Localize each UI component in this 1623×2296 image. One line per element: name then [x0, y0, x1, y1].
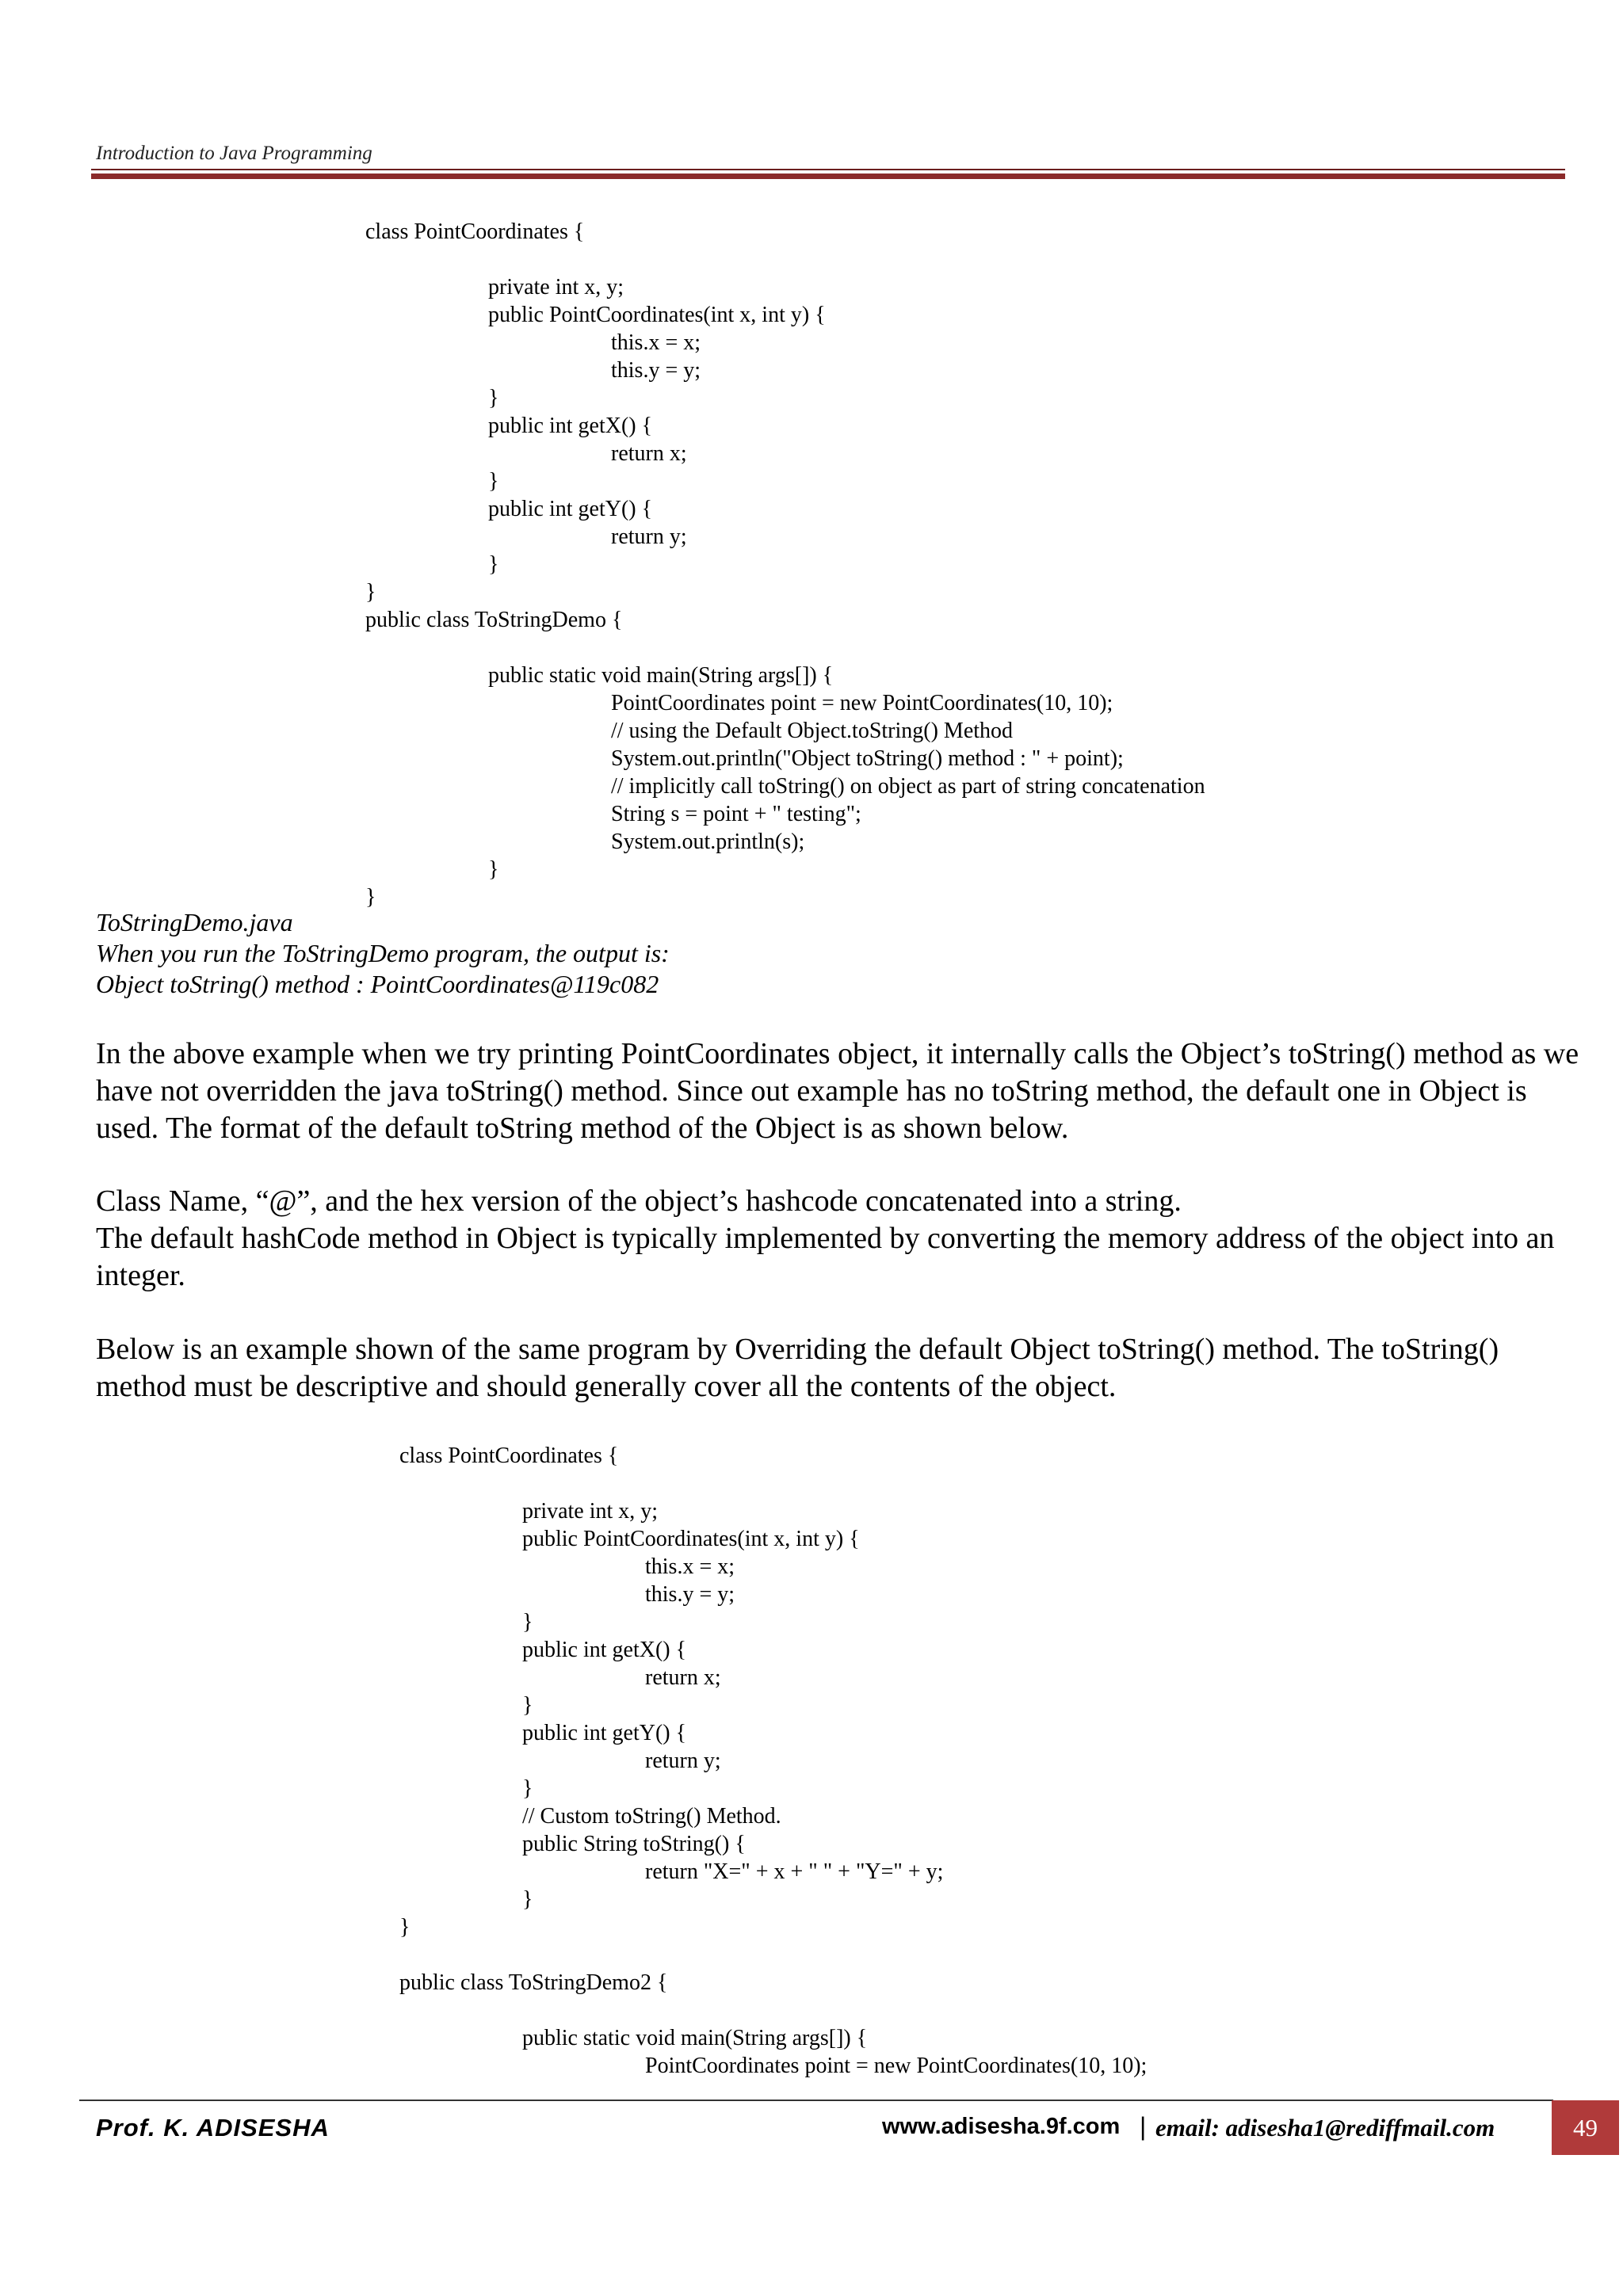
code-line [399, 1470, 1147, 1497]
code-line: return x; [611, 441, 687, 466]
code-line: return y; [611, 524, 687, 549]
code-line: } [488, 386, 499, 410]
code-line: } [365, 580, 376, 605]
code-line: this.x = x; [645, 1554, 735, 1579]
code-line: } [488, 469, 499, 494]
paragraph-default-tostring: In the above example when we try printing PointCoordinates object, it internally calls the Object’s toString() method as we have not overridden the java toString() method. Since out example has no toString method, the default one in Object is used. The format of the default toString method of the Object is as shown below. [96, 1037, 1579, 1145]
caption-run-line: When you run the ToStringDemo program, the output is: [96, 939, 670, 967]
code-line: private int x, y; [488, 275, 624, 299]
code-line: this.y = y; [611, 358, 701, 383]
code-line: String s = point + " testing"; [611, 802, 861, 826]
code-line: } [522, 1610, 533, 1634]
footer-website-link[interactable]: www.adisesha.9f.com [882, 2114, 1121, 2139]
code-line: public int getX() { [488, 414, 653, 438]
code-line: // Custom toString() Method. [522, 1804, 781, 1829]
code-line: this.y = y; [645, 1582, 735, 1607]
code-line: } [399, 1915, 411, 1939]
caption-filename: ToStringDemo.java [96, 908, 293, 936]
code-line: public int getX() { [522, 1638, 687, 1662]
footer-separator: | [1140, 2112, 1147, 2141]
code-line: } [488, 857, 499, 882]
footer-rule [79, 2100, 1553, 2101]
code-line: // implicitly call toString() on object as part of string concatenation [611, 774, 1205, 799]
example-caption [96, 907, 670, 1000]
code-line [399, 1997, 1147, 2024]
footer-email-link[interactable]: email: adisesha1@rediffmail.com [1155, 2114, 1495, 2142]
code-line: return x; [645, 1665, 721, 1690]
code-line: } [522, 1693, 533, 1718]
code-line: class PointCoordinates { [399, 1444, 619, 1468]
header-title: Introduction to Java Programming [96, 143, 372, 164]
footer-author: Prof. K. ADISESHA [96, 2114, 330, 2142]
code-line: public int getY() { [522, 1721, 687, 1745]
code-line: public String toString() { [522, 1832, 746, 1856]
code-block-tostringdemo2 [399, 1442, 1147, 2080]
code-line: public class ToStringDemo2 { [399, 1970, 668, 1995]
code-line: System.out.println("Object toString() method : " + point); [611, 746, 1124, 771]
code-line: public static void main(String args[]) { [488, 663, 834, 688]
paragraph-hashcode [96, 1183, 1586, 1295]
paragraph-hashcode-line1: Class Name, “@”, and the hex version of the object’s hashcode concatenated into a string. [96, 1184, 1182, 1218]
paragraph-override-intro: Below is an example shown of the same program by Overriding the default Object toString() method. The toString() method must be descriptive and should generally cover all the contents of the object. [96, 1333, 1499, 1403]
code-line: return "X=" + x + " " + "Y=" + y; [645, 1859, 944, 1884]
page-number-badge: 49 [1552, 2100, 1619, 2155]
code-line: private int x, y; [522, 1499, 659, 1524]
code-line: return y; [645, 1749, 721, 1773]
code-line [365, 246, 1205, 273]
code-line: PointCoordinates point = new PointCoordinates(10, 10); [611, 691, 1113, 715]
code-line: PointCoordinates point = new PointCoordinates(10, 10); [645, 2054, 1148, 2078]
code-line [399, 1941, 1147, 1969]
paragraph-hashcode-line2: The default hashCode method in Object is typically implemented by converting the memory address of the object into an integer. [96, 1222, 1555, 1292]
code-line: } [488, 552, 499, 577]
code-line [365, 634, 1205, 662]
code-line: public static void main(String args[]) { [522, 2026, 868, 2050]
code-block-tostringdemo [365, 218, 1205, 911]
code-line: } [365, 885, 376, 910]
code-line: class PointCoordinates { [365, 219, 585, 244]
code-line: public PointCoordinates(int x, int y) { [488, 303, 826, 327]
code-line: public int getY() { [488, 497, 653, 521]
code-line: } [522, 1887, 533, 1912]
code-line: public class ToStringDemo { [365, 608, 623, 632]
header-rule [91, 169, 1565, 170]
code-line: } [522, 1776, 533, 1801]
code-line: public PointCoordinates(int x, int y) { [522, 1527, 860, 1551]
code-line: this.x = x; [611, 330, 701, 355]
code-line: System.out.println(s); [611, 830, 805, 854]
header-rule-bold [91, 174, 1565, 179]
caption-output-line: Object toString() method : PointCoordinates@119c082 [96, 970, 659, 998]
code-line: // using the Default Object.toString() Method [611, 719, 1014, 743]
